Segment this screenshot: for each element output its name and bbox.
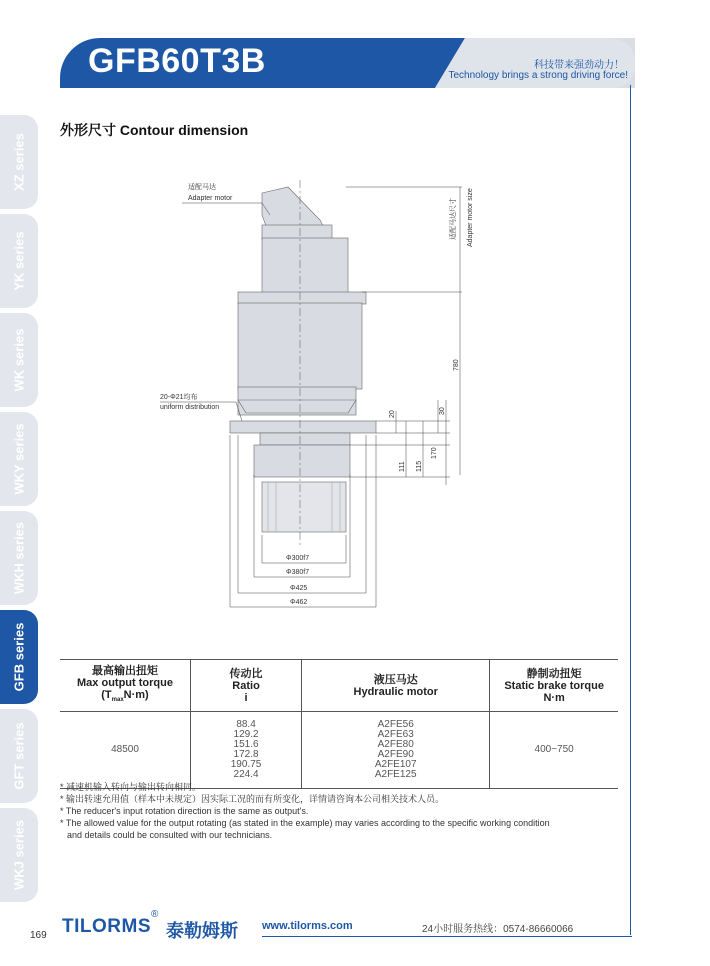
tab-label: WKH series xyxy=(11,521,27,595)
header-max-torque: 最高输出扭矩 Max output torque $(T_{max}N\cdot m)$ xyxy=(60,660,190,712)
note-line: * The reducer's input rotation direction is the same as output's. xyxy=(60,806,309,816)
tab-label: WK series xyxy=(11,328,27,392)
note-line: and details could be consulted with our technicians. xyxy=(67,830,273,840)
adapter-size-label-cn: 适配马达尺寸 xyxy=(450,198,457,240)
cell-motors: A2FE56 A2FE63 A2FE80 A2FE90 A2FE107 A2FE125 xyxy=(302,712,490,789)
holes-label-en: uniform distribution xyxy=(160,404,220,411)
tab-label: YK series xyxy=(11,231,27,291)
tab-xz-series[interactable] xyxy=(0,115,38,209)
header-brake-torque: 静制动扭矩 Static brake torque N·m xyxy=(490,660,618,712)
output-pinion xyxy=(262,482,346,532)
adapter-motor-label-en: Adapter motor xyxy=(188,195,233,202)
table-header-row xyxy=(60,660,618,712)
dia-300: Φ300f7 xyxy=(286,555,310,562)
slogan-cn: 科技带来强劲动力！ xyxy=(534,60,624,71)
registered-mark: ® xyxy=(151,909,159,920)
header-ratio: 传动比 Ratio i xyxy=(190,660,301,712)
tab-wk-series[interactable] xyxy=(0,313,38,407)
tab-label: XZ series xyxy=(11,133,27,191)
dia-425: Φ425 xyxy=(290,585,308,592)
website-link[interactable]: www.tilorms.com xyxy=(262,920,353,932)
notes xyxy=(60,781,550,841)
slogan-en: Technology brings a strong driving force! xyxy=(448,70,628,81)
page-title: GFB60T3B xyxy=(88,42,266,80)
note-line: * The allowed value for the output rotating (as stated in the example) may varies according to the specific working condition xyxy=(60,818,550,828)
header-hydraulic-motor: 液压马达 Hydraulic motor xyxy=(302,660,490,712)
tab-gft-series[interactable] xyxy=(0,709,38,803)
tab-wkj-series[interactable] xyxy=(0,808,38,902)
dim-170: 170 xyxy=(431,447,438,459)
dim-115: 115 xyxy=(416,460,423,472)
table-row xyxy=(60,712,618,789)
right-border-line xyxy=(630,85,631,935)
footer-divider xyxy=(262,936,632,937)
dim-780: 780 xyxy=(453,359,460,371)
tab-label: GFT series xyxy=(11,722,27,790)
section-title: 外形尺寸 Contour dimension xyxy=(60,122,249,138)
brand-logo-cn: 泰勒姆斯 xyxy=(166,921,238,941)
service-hotline: 24小时服务热线：0574-86660066 xyxy=(422,924,574,935)
cell-max-torque: 48500 xyxy=(111,744,139,756)
brand-logo-en: TILORMS xyxy=(62,916,151,937)
tab-wkh-series[interactable] xyxy=(0,511,38,605)
motor-body xyxy=(262,238,348,298)
adapter-size-label-en: Adapter motor size xyxy=(467,188,474,247)
tab-label: WKJ series xyxy=(11,819,27,891)
footer xyxy=(0,910,710,950)
output-step-1 xyxy=(260,433,350,445)
dia-462: Φ462 xyxy=(290,599,308,606)
tab-gfb-series[interactable] xyxy=(0,610,38,704)
dia-380: Φ380f7 xyxy=(286,569,310,576)
contour-drawing xyxy=(150,175,480,615)
note-line: * 减速机输入转向与输出转向相同。 xyxy=(60,782,202,792)
holes-label-cn: 20-Φ21均布 xyxy=(160,394,198,401)
tab-yk-series[interactable] xyxy=(0,214,38,308)
flange-neck xyxy=(238,400,356,413)
dim-20: 20 xyxy=(389,410,396,418)
dim-30: 30 xyxy=(439,407,446,415)
spec-table xyxy=(60,659,618,789)
dim-111: 111 xyxy=(399,461,406,472)
tab-label: WKY series xyxy=(11,423,27,495)
cell-brake-torque: 400~750 xyxy=(490,712,618,789)
adapter-motor-label-cn: 适配马达 xyxy=(188,184,216,191)
mount-flange xyxy=(230,421,376,433)
tab-wky-series[interactable] xyxy=(0,412,38,506)
cell-ratios: 88.4 129.2 151.6 172.8 190.75 224.4 xyxy=(190,712,301,789)
output-step-2 xyxy=(254,445,350,477)
note-line: * 输出转速允用值（样本中未规定）因实际工况的而有所变化，详情请咨询本公司相关技术人员。 xyxy=(60,794,445,804)
page-number: 169 xyxy=(30,930,47,941)
brake-housing-top xyxy=(238,292,366,304)
tab-label: GFB series xyxy=(11,622,27,692)
